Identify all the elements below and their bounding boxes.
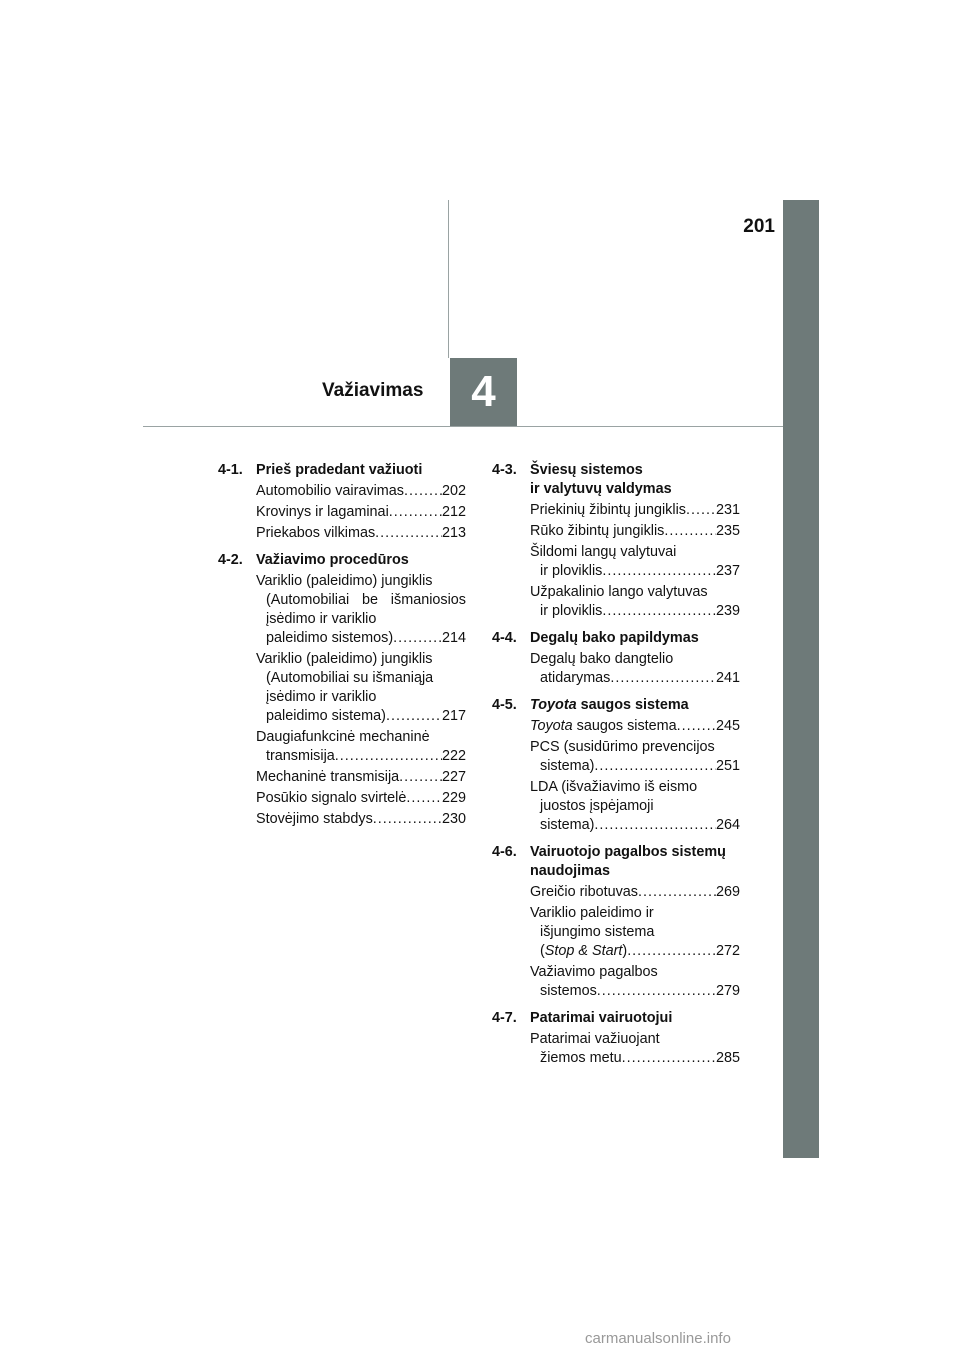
toc-column-right <box>492 461 740 1068</box>
entry-text: Greičio ribotuvas <box>530 884 638 900</box>
section-title: Patarimai vairuotojui <box>530 1010 673 1026</box>
toc-entry[interactable] <box>530 904 740 961</box>
section-title: Vairuotojo pagalbos sistemų <box>530 844 726 860</box>
entry-text: įsėdimo ir variklio <box>266 689 377 705</box>
entry-text: paleidimo sistemos) <box>266 630 394 646</box>
chapter-side-tab <box>783 200 819 1158</box>
entry-text: LDA (išvažiavimo iš eismo <box>530 779 698 795</box>
entry-text: išjungimo sistema <box>540 924 655 940</box>
entry-text: Užpakalinio lango valytuvas <box>530 584 708 600</box>
section-title: Prieš pradedant važiuoti <box>256 462 423 478</box>
entry-text: juostos įspėjamoji <box>540 798 654 814</box>
entry-text: Daugiafunkcinė mechaninė <box>256 729 430 745</box>
toc-entry[interactable] <box>530 543 740 581</box>
entry-text: Mechaninė transmisija <box>256 769 400 785</box>
entry-page: 230 <box>441 811 466 827</box>
toc-entry[interactable] <box>256 728 466 766</box>
section-number: 4-3. <box>492 462 517 478</box>
entry-text: (Automobiliai be išmaniosios <box>266 592 466 608</box>
section-number: 4-4. <box>492 630 517 646</box>
section-title: naudojimas <box>530 863 610 879</box>
toc-section[interactable] <box>492 843 740 881</box>
entry-page: 279 <box>715 983 740 999</box>
section-title: saugos sistema <box>576 697 689 713</box>
toc-entry[interactable] <box>530 583 740 621</box>
entry-text: Degalų bako dangtelio <box>530 651 674 667</box>
toc-entry[interactable] <box>530 963 740 1001</box>
entry-text: žiemos metu <box>540 1050 622 1066</box>
toc-entry[interactable] <box>256 768 466 787</box>
entry-text: Posūkio signalo svirtelė <box>256 790 407 806</box>
toc-entry[interactable] <box>530 501 740 520</box>
entry-text: Variklio (paleidimo) jungiklis <box>256 573 433 589</box>
toc-entry[interactable] <box>530 738 740 776</box>
toc-section[interactable] <box>218 461 466 480</box>
toc-entry[interactable] <box>256 789 466 808</box>
section-number: 4-7. <box>492 1010 517 1026</box>
entry-text: Variklio paleidimo ir <box>530 905 654 921</box>
entry-page: 217 <box>441 708 466 724</box>
toc-column-left <box>218 461 466 829</box>
entry-text: ir ploviklis <box>540 563 603 579</box>
entry-text: sistema) <box>540 817 595 833</box>
entry-text: įsėdimo ir variklio <box>266 611 377 627</box>
entry-text: atidarymas <box>540 670 611 686</box>
toc-section[interactable] <box>492 696 740 715</box>
toc-entry[interactable] <box>256 572 466 648</box>
entry-text: ( <box>540 943 545 959</box>
section-title: Šviesų sistemos <box>530 462 643 478</box>
toc-entry[interactable] <box>530 883 740 902</box>
toc-entry[interactable] <box>256 810 466 829</box>
entry-page: 222 <box>441 748 466 764</box>
toc-entry[interactable] <box>530 778 740 835</box>
entry-text: sistemos <box>540 983 597 999</box>
entry-page: 213 <box>441 525 466 541</box>
chapter-number-box: 4 <box>450 358 517 426</box>
section-number: 4-5. <box>492 697 517 713</box>
page-number: 201 <box>743 216 775 237</box>
header-rule <box>143 426 783 427</box>
entry-text: sistema) <box>540 758 595 774</box>
entry-text: Rūko žibintų jungiklis <box>530 523 665 539</box>
section-number: 4-1. <box>218 462 243 478</box>
entry-text: Toyota <box>530 718 573 734</box>
toc-entry[interactable] <box>256 650 466 726</box>
toc-entry[interactable] <box>530 1030 740 1068</box>
entry-page: 241 <box>715 670 740 686</box>
toc-entry[interactable] <box>530 717 740 736</box>
entry-text: Važiavimo pagalbos <box>530 964 658 980</box>
entry-page: 237 <box>715 563 740 579</box>
entry-page: 227 <box>441 769 466 785</box>
entry-text: Patarimai važiuojant <box>530 1031 660 1047</box>
section-title: ir valytuvų valdymas <box>530 481 672 497</box>
toc-entry[interactable] <box>530 650 740 688</box>
entry-text: Priekinių žibintų jungiklis <box>530 502 686 518</box>
entry-text: Šildomi langų valytuvai <box>530 544 677 560</box>
toc-section[interactable] <box>492 461 740 499</box>
toc-section[interactable] <box>492 629 740 648</box>
entry-text: ) <box>622 943 628 959</box>
entry-page: 229 <box>441 790 466 806</box>
entry-page: 214 <box>441 630 466 646</box>
entry-page: 231 <box>715 502 740 518</box>
entry-text: transmisija <box>266 748 335 764</box>
entry-page: 245 <box>715 718 740 734</box>
vertical-divider <box>448 200 449 358</box>
chapter-title: Važiavimas <box>322 380 424 401</box>
entry-text: Automobilio vairavimas <box>256 483 404 499</box>
entry-page: 269 <box>715 884 740 900</box>
toc-section[interactable] <box>218 551 466 570</box>
section-number: 4-6. <box>492 844 517 860</box>
entry-page: 235 <box>715 523 740 539</box>
toc-section[interactable] <box>492 1009 740 1028</box>
entry-page: 272 <box>715 943 740 959</box>
toc-entry[interactable] <box>256 503 466 522</box>
entry-text: Priekabos vilkimas <box>256 525 376 541</box>
entry-text: Stovėjimo stabdys <box>256 811 373 827</box>
entry-page: 239 <box>715 603 740 619</box>
footer-watermark: carmanualsonline.info <box>585 1330 731 1347</box>
entry-page: 285 <box>715 1050 740 1066</box>
entry-text: Stop & Start <box>544 943 623 959</box>
entry-text: PCS (susidūrimo prevencijos <box>530 739 715 755</box>
section-title: Toyota <box>530 697 577 713</box>
entry-text: Krovinys ir lagaminai <box>256 504 389 520</box>
toc-entry[interactable] <box>256 524 466 543</box>
entry-page: 212 <box>441 504 466 520</box>
toc-entry[interactable] <box>256 482 466 501</box>
section-title: Važiavimo procedūros <box>256 552 409 568</box>
section-title: Degalų bako papildymas <box>530 630 699 646</box>
entry-text: ir ploviklis <box>540 603 603 619</box>
section-number: 4-2. <box>218 552 243 568</box>
entry-text: paleidimo sistema) <box>266 708 386 724</box>
entry-page: 264 <box>715 817 740 833</box>
toc-entry[interactable] <box>530 522 740 541</box>
entry-page: 202 <box>441 483 466 499</box>
entry-text: Variklio (paleidimo) jungiklis <box>256 651 433 667</box>
entry-page: 251 <box>715 758 740 774</box>
entry-text: (Automobiliai su išmaniąja <box>266 670 434 686</box>
entry-text: saugos sistema <box>572 718 677 734</box>
